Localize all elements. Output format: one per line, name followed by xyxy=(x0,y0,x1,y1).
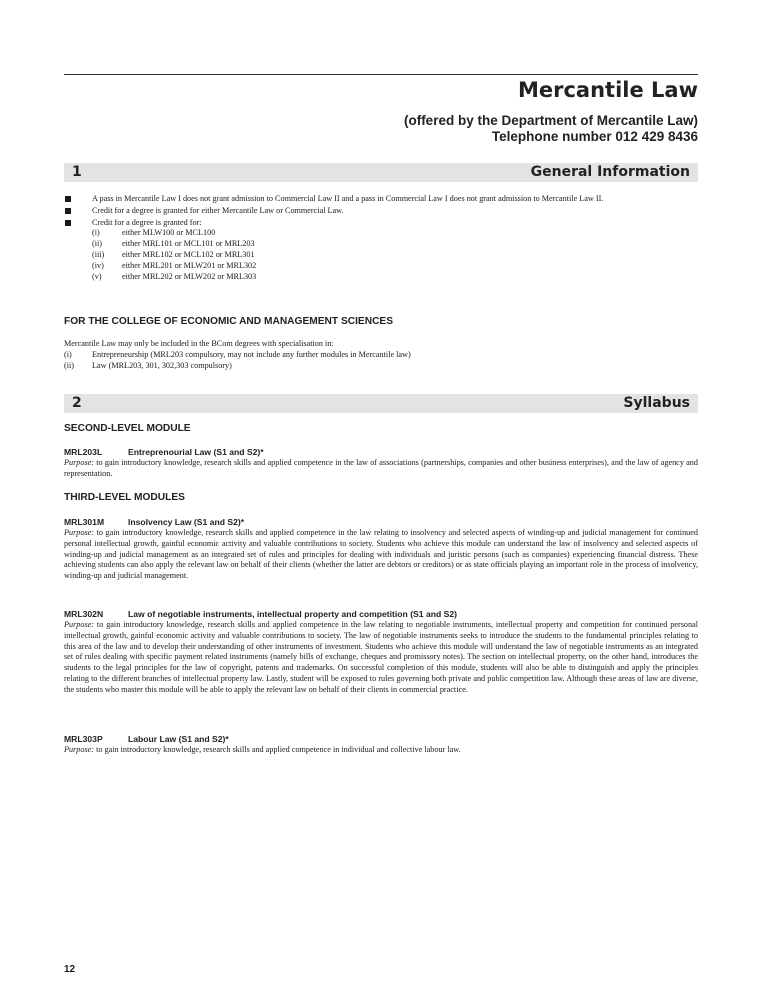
credit-option: (iii) either MRL102 or MCL102 or MRL301 xyxy=(92,249,255,259)
list-item: Credit for a degree is granted for: (i) either MLW100 or MCL100 (ii) either MRL101 or MCL101 or MRL203 (iii) either MRL102 or MCL102 or MRL301 (iv) either MRL201 or MLW201 or MRL302 (v) either MRL202 or MLW202 or MRL303 xyxy=(64,218,698,283)
telephone: Telephone number 012 429 8436 xyxy=(491,129,698,144)
bullet-square-icon xyxy=(65,208,71,214)
list-item: Credit for a degree is granted for either Mercantile Law or Commercial Law. xyxy=(64,206,698,217)
general-info-list xyxy=(64,194,698,283)
section-2-title: Syllabus xyxy=(623,395,690,411)
offered-by: (offered by the Department of Mercantile Law) xyxy=(403,113,698,128)
college-item: (i) Entrepreneurship (MRL203 compulsory, may not include any further modules in Mercantile law) xyxy=(64,349,411,359)
module-purpose: Purpose: to gain introductory knowledge, research skills and applied competence in the law relating to insolvency and selected aspects of winding-up and judicial management for continued personal intellectual growth, gainful economic activity and valuable contributions to society. Students who achieve this module can understand the law of insolvency and selected aspects of winding-up and judicial management as an integrated set of rules and principles for dealing with individuals and juristic persons (such as companies) experiencing financial distress. These achieving students can also apply the relevant law on behalf of their clients (whether the latter are debtors or creditors) or as state officials playing an important role in the process of insolvency, winding-up and judicial management. xyxy=(64,528,698,581)
module-purpose: Purpose: to gain introductory knowledge, research skills and applied competence in the law relating to negotiable instruments, intellectual property and competition for continued personal intellectual growth, gainful economic activity and valuable contributions to society. The law of negotiable instruments seeks to introduce the students to the fundamental principles relating to this area of the law and to develop their understanding of other instruments of investment. Students who achieve this module will understand the law of negotiable instruments as an integrated set of rules dealing with specific payment related instruments (namely bills of exchange, cheques and promissory notes). The section on intellectual property, on the other hand, introduces the students to the legal principles for the law of copyright, patents and trademarks. On successful completion of this module, students will also be able to distinguish and apply the principles relating to the different branches of intellectual property law. Lastly, student will be exposed to rules governing both private and public competition law. Although these areas of law are diverse, the students who master this module will be able to apply the relevant law on behalf of their clients in commercial practice. xyxy=(64,620,698,694)
module-mrl302n xyxy=(64,609,698,696)
module-purpose: Purpose: to gain introductory knowledge, research skills and applied competence in individual and collective labour law. xyxy=(64,745,461,754)
college-item: (ii) Law (MRL203, 301, 302,303 compulsory) xyxy=(64,360,232,370)
module-title xyxy=(64,517,698,528)
credit-option: (iv) either MRL201 or MLW201 or MRL302 xyxy=(92,260,257,270)
module-mrl203l xyxy=(64,447,698,480)
module-name: Insolvency Law (S1 and S2)* xyxy=(128,517,245,527)
section-1-bar xyxy=(64,163,698,182)
second-level-heading: SECOND-LEVEL MODULE xyxy=(64,423,191,434)
module-name: Entreprenourial Law (S1 and S2)* xyxy=(128,447,264,457)
module-purpose: Purpose: to gain introductory knowledge, research skills and applied competence in the law of associations (partnerships, companies and other business enterprises), and the law of agency and representation. xyxy=(64,458,698,478)
section-2-number: 2 xyxy=(72,395,82,411)
header-rule xyxy=(64,74,698,75)
module-code: MRL203L xyxy=(64,447,103,457)
module-code: MRL302N xyxy=(64,609,104,619)
module-code: MRL303P xyxy=(64,734,103,744)
credit-option: (i) either MLW100 or MCL100 xyxy=(92,228,216,238)
module-title xyxy=(64,609,698,620)
module-code: MRL301M xyxy=(64,517,105,527)
page-title: Mercantile Law xyxy=(517,78,698,102)
college-intro: Mercantile Law may only be included in the BCom degrees with specialisation in: xyxy=(64,339,334,348)
department-info xyxy=(404,113,698,145)
module-name: Law of negotiable instruments, intellectual property and competition (S1 and S2) xyxy=(128,609,457,619)
module-title xyxy=(64,447,698,458)
module-mrl303p xyxy=(64,734,698,756)
module-name: Labour Law (S1 and S2)* xyxy=(128,734,229,744)
college-heading: FOR THE COLLEGE OF ECONOMIC AND MANAGEMENT SCIENCES xyxy=(64,316,394,327)
section-1-number: 1 xyxy=(72,164,82,180)
credit-options xyxy=(92,228,698,282)
bullet-square-icon xyxy=(65,220,71,226)
list-item: A pass in Mercantile Law I does not grant admission to Commercial Law II and a pass in Commercial Law I does not grant admission to Mercantile Law II. xyxy=(64,194,698,205)
page-number: 12 xyxy=(64,964,76,975)
credit-option: (v) either MRL202 or MLW202 or MRL303 xyxy=(92,271,257,281)
third-level-heading: THIRD-LEVEL MODULES xyxy=(64,492,185,503)
module-title xyxy=(64,734,698,745)
bullet-square-icon xyxy=(65,196,71,202)
module-mrl301m xyxy=(64,517,698,582)
college-info xyxy=(64,339,698,371)
credit-option: (ii) either MRL101 or MCL101 or MRL203 xyxy=(92,239,255,249)
section-2-bar xyxy=(64,394,698,413)
section-1-title: General Information xyxy=(530,164,690,180)
